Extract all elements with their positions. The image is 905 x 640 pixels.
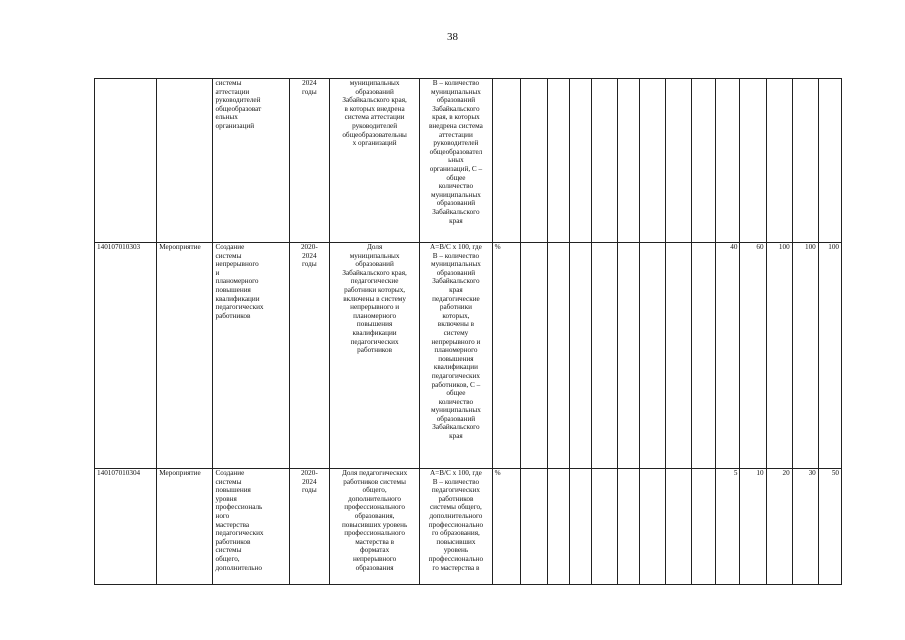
- empty-cell: [692, 469, 716, 585]
- value-cell: [792, 79, 818, 243]
- code-cell: 140107010303: [95, 243, 157, 469]
- code-cell: [95, 79, 157, 243]
- value-cell: [716, 79, 740, 243]
- formula-cell: В – количество муниципальных образований Забайкальского края, в которых внедрена система аттестации руководителей общеобразовател ьных организаций, С – общее количество муниципальных образований Забайкальского края: [420, 79, 492, 243]
- period-cell: 2024 годы: [289, 79, 329, 243]
- code-cell: 140107010304: [95, 469, 157, 585]
- value-cell: 10: [740, 469, 766, 585]
- period-cell: 2020- 2024 годы: [289, 469, 329, 585]
- period-cell: 2020- 2024 годы: [289, 243, 329, 469]
- empty-cell: [618, 79, 640, 243]
- value-cell: 100: [792, 243, 818, 469]
- empty-cell: [618, 469, 640, 585]
- value-cell: 5: [716, 469, 740, 585]
- type-cell: Мероприятие: [157, 243, 213, 469]
- formula-cell: A=B/C x 100, где В – количество педагогических работников системы общего, дополнительного профессионально го образования, повысивших уровень профессионально го мастерства в: [420, 469, 492, 585]
- empty-cell: [569, 469, 591, 585]
- name-cell: системы аттестации руководителей общеобразоват ельных организаций: [213, 79, 289, 243]
- value-cell: [766, 79, 792, 243]
- empty-cell: [591, 243, 617, 469]
- empty-cell: [569, 79, 591, 243]
- type-cell: Мероприятие: [157, 469, 213, 585]
- empty-cell: [591, 469, 617, 585]
- empty-cell: [591, 79, 617, 243]
- empty-cell: [666, 79, 692, 243]
- empty-cell: [666, 243, 692, 469]
- type-cell: [157, 79, 213, 243]
- unit-cell: [492, 79, 520, 243]
- empty-cell: [520, 469, 547, 585]
- value-cell: 20: [766, 469, 792, 585]
- value-cell: 30: [792, 469, 818, 585]
- empty-cell: [692, 243, 716, 469]
- name-cell: Создание системы повышения уровня профессиональ ного мастерства педагогических работников системы общего, дополнительно: [213, 469, 289, 585]
- table-row: [95, 79, 842, 243]
- empty-cell: [666, 469, 692, 585]
- value-cell: [740, 79, 766, 243]
- empty-cell: [547, 469, 569, 585]
- indicator-cell: Доля муниципальных образований Забайкальского края, педагогические работники которых, включены в систему непрерывного и планомерного повышения квалификации педагогических работников: [329, 243, 419, 469]
- unit-cell: %: [492, 243, 520, 469]
- table-row: [95, 469, 842, 585]
- indicator-cell: муниципальных образований Забайкальского края, в которых внедрена система аттестации руководителей общеобразовательны х организаций: [329, 79, 419, 243]
- empty-cell: [618, 243, 640, 469]
- indicators-table: [94, 78, 842, 585]
- value-cell: [818, 79, 841, 243]
- formula-cell: A=B/C x 100, где В – количество муниципальных образований Забайкальского края педагогические работники которых, включены в систему непрерывного и планомерного повышения квалификации педагогических работников, С – общее количество муниципальных образований Забайкальского края: [420, 243, 492, 469]
- empty-cell: [520, 243, 547, 469]
- table-row: [95, 243, 842, 469]
- name-cell: Создание системы непрерывного и планомерного повышения квалификации педагогических работников: [213, 243, 289, 469]
- empty-cell: [640, 469, 666, 585]
- empty-cell: [569, 243, 591, 469]
- value-cell: 100: [818, 243, 841, 469]
- value-cell: 50: [818, 469, 841, 585]
- page-number: 38: [447, 31, 458, 43]
- unit-cell: %: [492, 469, 520, 585]
- empty-cell: [692, 79, 716, 243]
- empty-cell: [547, 243, 569, 469]
- value-cell: 40: [716, 243, 740, 469]
- empty-cell: [547, 79, 569, 243]
- empty-cell: [520, 79, 547, 243]
- value-cell: 60: [740, 243, 766, 469]
- value-cell: 100: [766, 243, 792, 469]
- indicator-cell: Доля педагогических работников системы общего, дополнительного профессионального образования, повысивших уровень профессионального мастерства в форматах непрерывного образования: [329, 469, 419, 585]
- empty-cell: [640, 243, 666, 469]
- empty-cell: [640, 79, 666, 243]
